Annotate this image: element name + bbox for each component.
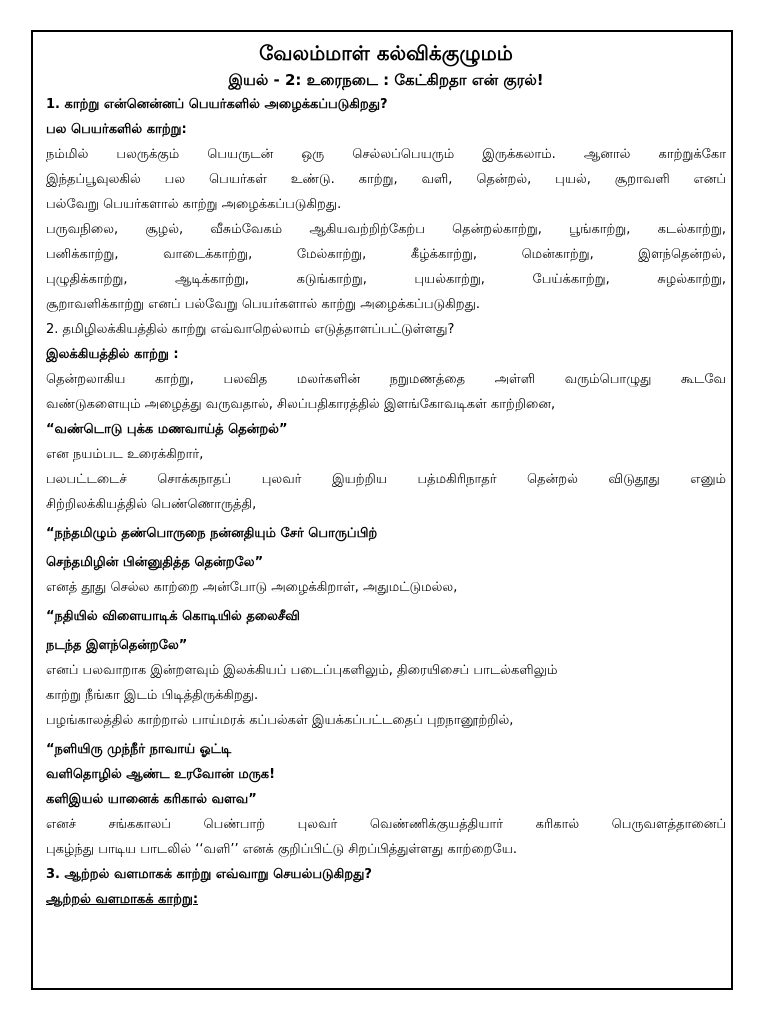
paragraph-line: பனிக்காற்று, வாடைக்காற்று, மேல்காற்று, கீழ்க்காற்று, மென்காற்று, இளந்தென்றல், [46, 247, 726, 262]
paragraph-line: பருவநிலை, சூழல், வீசும்வேகம் ஆகியவற்றிற்கேற்ப தென்றல்காற்று, பூங்காற்று, கடல்காற்று, [46, 222, 726, 237]
paragraph-line: எனப் பலவாறாக இன்றளவும் இலக்கியப் படைப்புகளிலும், திரையிசைப் பாடல்களிலும் [46, 663, 558, 678]
quote-line: “வண்டொடு புக்க மணவாய்த் தென்றல்” [46, 422, 288, 437]
quote-line: நடந்த இளந்தென்றலே” [46, 638, 188, 653]
paragraph-line: சிற்றிலக்கியத்தில் பெண்ணொருத்தி, [46, 497, 257, 512]
question-3: 3. ஆற்றல் வளமாகக் காற்று எவ்வாறு செயல்படுகிறது? [46, 867, 372, 882]
paragraph-line: இந்தப்பூவுலகில் பல பெயர்கள் உண்டு. காற்று, வளி, தென்றல், புயல், சூறாவளி எனப் [46, 172, 726, 187]
question-1: 1. காற்று என்னென்னப் பெயர்களில் அழைக்கப்படுகிறது? [46, 97, 388, 112]
quote-line: வளிதொழில் ஆண்ட உரவோன் மருக! [46, 767, 276, 782]
paragraph-line: நம்மில் பலருக்கும் பெயருடன் ஒரு செல்லப்பெயரும் இருக்கலாம். ஆனால் காற்றுக்கோ [46, 147, 726, 162]
paragraph-line: தென்றலாகிய காற்று, பலவித மலர்களின் நறுமணத்தை அள்ளி வரும்பொழுது கூடவே [46, 372, 726, 387]
paragraph-line: என நயம்பட உரைக்கிறார், [46, 447, 204, 462]
paragraph-line: பல்வேறு பெயர்களால் காற்று அழைக்கப்படுகிறது. [46, 197, 342, 212]
paragraph-line: வண்டுகளையும் அழைத்து வருவதால், சிலப்பதிகாரத்தில் இளங்கோவடிகள் காற்றினை, [46, 397, 556, 412]
quote-line: செந்தமிழின் பின்னுதித்த தென்றலே” [46, 555, 264, 570]
document-body [46, 38, 726, 912]
quote-line: களிஇயல் யானைக் கரிகால் வளவ” [46, 792, 257, 807]
page-subtitle: இயல் - 2: உரைநடை : கேட்கிறதா என் குரல்! [228, 71, 544, 89]
paragraph-line: எனச் சங்ககாலப் பெண்பாற் புலவர் வெண்ணிக்குயத்தியார் கரிகால் பெருவளத்தானைப் [46, 817, 726, 832]
quote-line: “நந்தமிழும் தண்பொருநை நன்னதியும் சேர் பொருப்பிற் [46, 526, 378, 541]
section-heading-1: பல பெயர்களில் காற்று: [46, 122, 187, 137]
section-heading-3: ஆற்றல் வளமாகக் காற்று: [46, 892, 199, 907]
paragraph-line: காற்று நீங்கா இடம் பிடித்திருக்கிறது. [46, 688, 259, 703]
paragraph-line: சூறாவளிக்காற்று எனப் பல்வேறு பெயர்களால் காற்று அழைக்கப்படுகிறது. [46, 297, 481, 312]
paragraph-line: எனத் தூது செல்ல காற்றை அன்போடு அழைக்கிறாள், அதுமட்டுமல்ல, [46, 580, 458, 595]
paragraph-line: பழங்காலத்தில் காற்றால் பாய்மரக் கப்பல்கள் இயக்கப்பட்டதைப் புறநானூற்றில், [46, 713, 514, 728]
paragraph-line: பலபட்டடைச் சொக்கநாதப் புலவர் இயற்றிய பத்மகிரிநாதர் தென்றல் விடுதூது எனும் [46, 472, 726, 487]
page-title: வேலம்மாள் கல்விக்குழுமம் [259, 41, 513, 65]
question-2: 2. தமிழிலக்கியத்தில் காற்று எவ்வாறெல்லாம் எடுத்தாளப்பட்டுள்ளது? [46, 322, 455, 337]
paragraph-line: புழுதிக்காற்று, ஆடிக்காற்று, கடுங்காற்று, புயல்காற்று, பேய்க்காற்று, சுழல்காற்று, [46, 272, 726, 287]
quote-line: “நதியில் விளையாடிக் கொடியில் தலைசீவி [46, 609, 300, 624]
section-heading-2: இலக்கியத்தில் காற்று : [46, 347, 179, 362]
paragraph-line: புகழ்ந்து பாடிய பாடலில் ‘‘வளி’’ எனக் குறிப்பிட்டு சிறப்பித்துள்ளது காற்றையே. [46, 842, 517, 857]
quote-line: “நளியிரு முந்நீர் நாவாய் ஓட்டி [46, 742, 232, 757]
